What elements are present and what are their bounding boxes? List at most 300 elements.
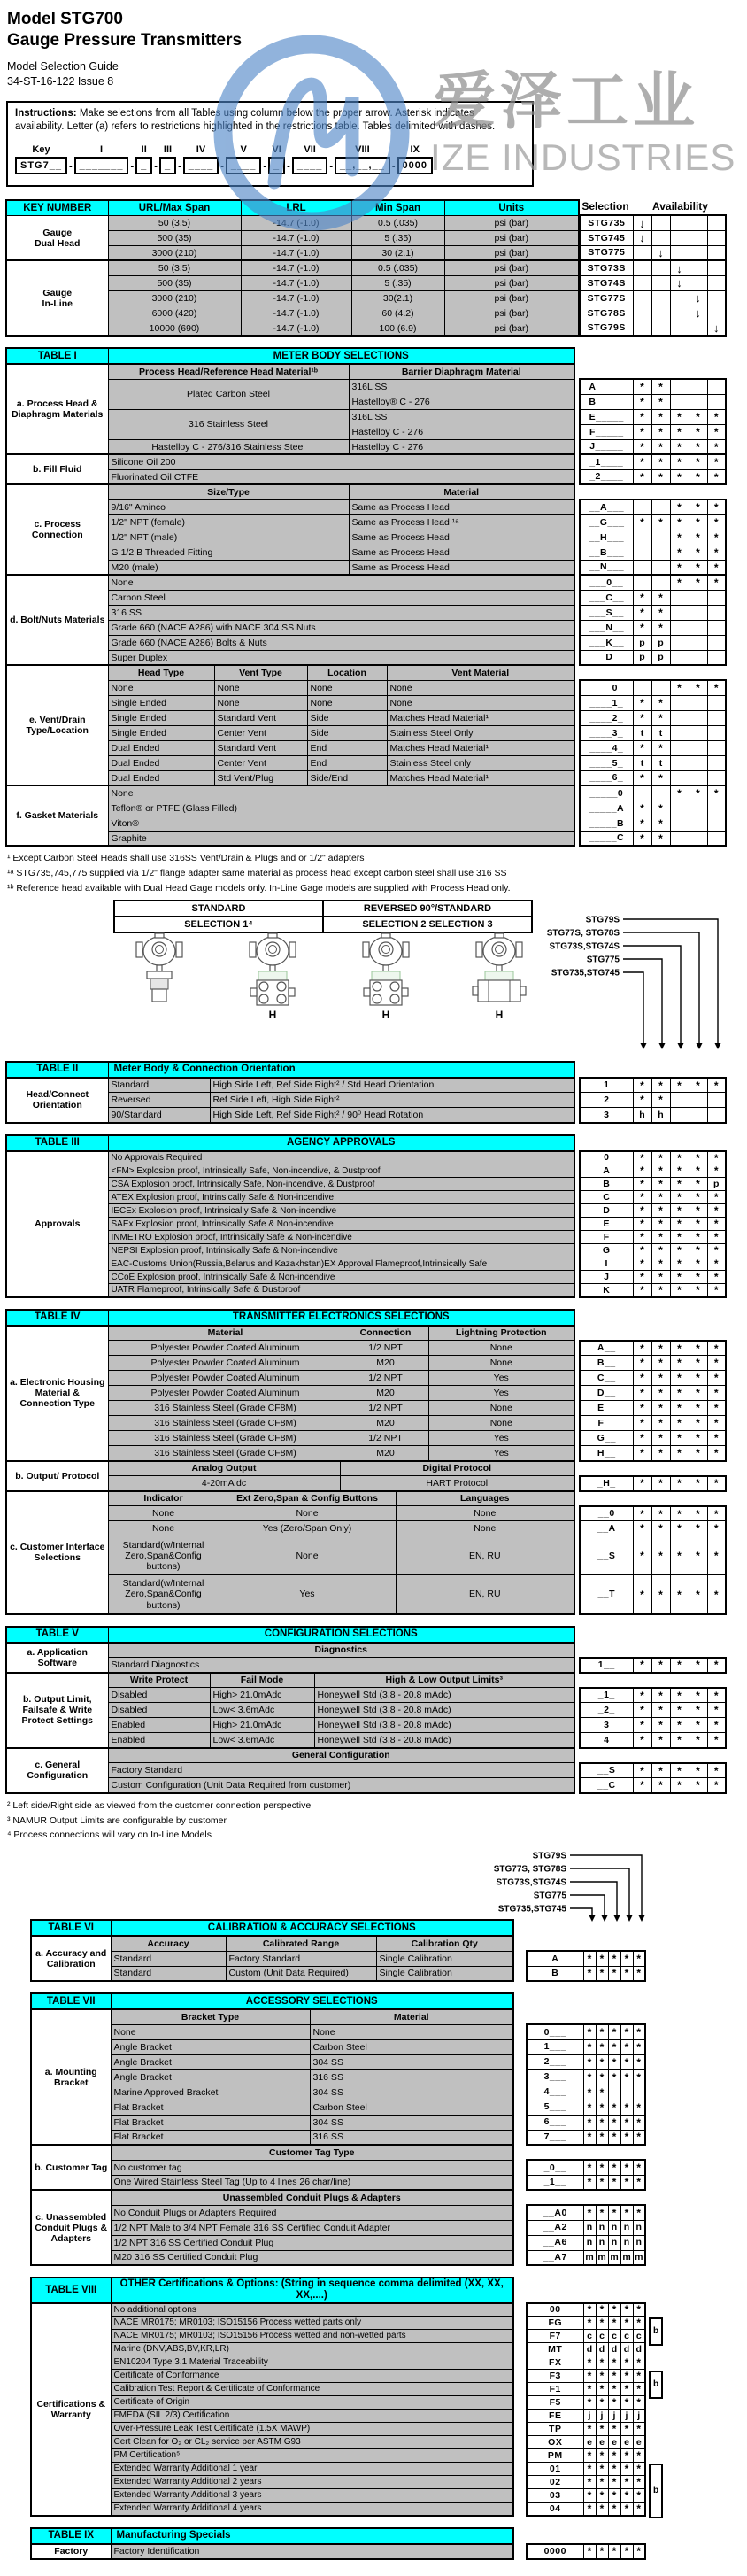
selection-availability-box: [526, 2302, 659, 2517]
availability-mark: *: [633, 2160, 645, 2175]
cell: None: [111, 2024, 310, 2039]
availability-mark: *: [689, 1231, 707, 1244]
availability-mark: *: [689, 409, 707, 424]
cell: High> 21.0mAdc: [210, 1688, 314, 1703]
availability-mark: *: [620, 2544, 633, 2559]
availability-mark: [707, 695, 726, 710]
availability-mark: *: [670, 1257, 689, 1271]
selection-code: PM: [527, 2449, 583, 2463]
section-table: [5, 1747, 575, 1794]
table-section: [0, 1747, 747, 1794]
selection-header: Selection: [581, 200, 629, 213]
cell: One Wired Stainless Steel Tag (Up to 4 lines 26 char/line): [111, 2175, 513, 2190]
availability-mark: [633, 290, 651, 306]
availability-mark: *: [608, 2054, 620, 2069]
availability-mark: *: [670, 1431, 689, 1446]
availability-mark: *: [596, 2370, 608, 2383]
column-header: LRL: [241, 200, 351, 215]
availability-mark: *: [633, 1244, 651, 1257]
availability-mark: *: [633, 2039, 645, 2054]
selection-code: G: [580, 1244, 633, 1257]
availability-mark: *: [633, 1476, 651, 1491]
selection-availability-table: [579, 453, 727, 485]
selection-code: STG74S: [580, 275, 633, 290]
selection-availability-table: [579, 679, 727, 786]
availability-mark: *: [608, 1951, 620, 1966]
availability-mark: [707, 635, 726, 650]
availability-mark: *: [633, 1703, 651, 1718]
cell: Single Calibration: [376, 1966, 513, 1981]
availability-mark: j: [596, 2410, 608, 2423]
section-label: b. Output/ Protocol: [6, 1461, 108, 1491]
availability-mark: m: [596, 2250, 608, 2265]
cell: Extended Warranty Additional 1 year: [111, 2463, 513, 2476]
diagram-header-cell: SELECTION 1⁴: [114, 917, 323, 932]
availability-mark: *: [633, 1218, 651, 1231]
table-section: [0, 664, 747, 786]
selection-availability-box: [579, 214, 727, 337]
availability-mark: *: [583, 2205, 596, 2220]
key-segment-label: Key: [32, 143, 50, 155]
watermark-en-text: IZE INDUSTRIES: [430, 136, 736, 178]
availability-mark: *: [583, 2317, 596, 2330]
table-section: [0, 1490, 747, 1615]
cell: Silicone Oil 200: [108, 454, 574, 469]
selection-availability-box: [579, 453, 727, 485]
table-ix-band: [0, 2527, 747, 2560]
cell: Standard: [111, 1966, 226, 1981]
selection-availability-table: [579, 1150, 727, 1298]
availability-mark: e: [596, 2436, 608, 2449]
availability-mark: *: [633, 1151, 651, 1164]
column-header: URL/Max Span: [108, 200, 241, 215]
availability-mark: [707, 801, 726, 816]
section-table: [5, 453, 575, 485]
cell: Hastelloy C - 276/316 Stainless Steel: [108, 439, 349, 454]
availability-mark: *: [651, 1401, 670, 1416]
availability-mark: *: [670, 1078, 689, 1093]
availability-mark: j: [608, 2410, 620, 2423]
selection-code: F5: [527, 2396, 583, 2410]
availability-mark: *: [651, 1371, 670, 1386]
availability-mark: *: [596, 2503, 608, 2516]
cell: 3000 (210): [108, 245, 241, 260]
cell: INMETRO Explosion proof, Intrinsically Safe & Non-incendive: [108, 1231, 574, 1244]
availability-mark: [707, 650, 726, 665]
selection-code: F_____: [580, 424, 633, 439]
availability-mark: *: [651, 1386, 670, 1401]
availability-mark: *: [651, 1356, 670, 1371]
cell: 1/2 NPT: [343, 1401, 428, 1416]
selection-availability-table: [579, 378, 727, 455]
availability-mark: *: [633, 1093, 651, 1108]
table-section: [0, 2543, 747, 2560]
availability-mark: *: [670, 1341, 689, 1356]
availability-mark: [707, 740, 726, 755]
availability-mark: *: [651, 1575, 670, 1614]
diagram-header-cell: REVERSED 90°/STANDARD: [323, 901, 532, 917]
availability-mark: *: [689, 1416, 707, 1431]
cell: Marine Approved Bracket: [111, 2085, 310, 2100]
table-title: Meter Body & Connection Orientation: [108, 1062, 574, 1078]
availability-mark: [670, 379, 689, 394]
section-header: Bracket Type: [111, 2009, 310, 2024]
availability-mark: *: [689, 1575, 707, 1614]
table-title: OTHER Certifications & Options: (String in sequence comma delimited (XX, XX, XX,....): [111, 2278, 513, 2302]
availability-mark: *: [620, 2383, 633, 2396]
availability-mark: h: [651, 1108, 670, 1123]
availability-mark: *: [633, 2130, 645, 2145]
availability-mark: *: [620, 2423, 633, 2436]
cell: CCoE Explosion proof, Intrinsically Safe & Non-incendive: [108, 1271, 574, 1284]
availability-mark: [689, 605, 707, 620]
cell: Flat Bracket: [111, 2100, 310, 2115]
cell: Extended Warranty Additional 3 years: [111, 2489, 513, 2503]
table-section: [0, 1935, 747, 1982]
availability-mark: *: [596, 2115, 608, 2130]
availability-mark: *: [670, 560, 689, 575]
availability-mark: *: [689, 1506, 707, 1521]
key-dash: -: [329, 161, 333, 173]
section-table: [5, 1150, 575, 1298]
availability-mark: *: [633, 2069, 645, 2085]
cell: Honeywell Std (3.8 - 20.8 mAdc): [314, 1688, 574, 1703]
availability-mark: *: [596, 2423, 608, 2436]
availability-mark: [670, 831, 689, 846]
selection-code: __0: [580, 1506, 633, 1521]
section-table: [5, 363, 575, 455]
availability-mark: *: [583, 2054, 596, 2069]
availability-mark: *: [620, 2396, 633, 2410]
selection-availability-table: [526, 2204, 646, 2266]
availability-mark: *: [633, 1733, 651, 1748]
cell: None: [428, 1341, 574, 1356]
availability-mark: n: [608, 2220, 620, 2235]
cell: No Approvals Required: [108, 1151, 574, 1164]
availability-mark: *: [670, 530, 689, 545]
availability-mark: *: [633, 620, 651, 635]
availability-mark: [689, 590, 707, 605]
section-header: General Configuration: [108, 1748, 574, 1763]
selection-availability-box: [579, 574, 727, 666]
availability-mark: ↓: [633, 230, 651, 245]
availability-mark: ↓: [689, 290, 707, 306]
availability-mark: *: [583, 2489, 596, 2503]
cell: 316 SS: [310, 2130, 513, 2145]
key-segment-label: III: [163, 143, 173, 155]
cell: Fluorinated Oil CTFE: [108, 469, 574, 484]
selection-code: K: [580, 1284, 633, 1297]
selection-code: __H___: [580, 530, 633, 545]
cell: None: [307, 680, 387, 695]
key-segment: [268, 143, 285, 175]
cell: <FM> Explosion proof, Intrinsically Safe, Non-incendive, & Dustproof: [108, 1164, 574, 1178]
cell: M20: [343, 1386, 428, 1401]
cell: 1/2 NPT: [343, 1341, 428, 1356]
availability-mark: [707, 260, 726, 275]
selection-availability-box: [579, 378, 727, 455]
product-title: Gauge Pressure Transmitters: [7, 30, 243, 50]
cell: 316 SS: [108, 605, 574, 620]
section-table: [5, 1490, 575, 1615]
section-label: Head/Connect Orientation: [6, 1078, 108, 1123]
cell: Stainless Steel Only: [387, 725, 574, 740]
availability-mark: *: [670, 1476, 689, 1491]
availability-mark: *: [620, 2463, 633, 2476]
watermark-cn-text: 爱泽工业: [434, 66, 699, 135]
availability-mark: *: [707, 1164, 726, 1178]
selection-code: _1__: [527, 2175, 583, 2190]
availability-mark: [670, 620, 689, 635]
selection-code: STG745: [580, 230, 633, 245]
model-leader-lines-2: [0, 1846, 747, 1922]
availability-mark: *: [608, 2205, 620, 2220]
availability-mark: [651, 260, 670, 275]
cell: 5 (.35): [351, 275, 444, 290]
cell: 90/Standard: [108, 1108, 210, 1123]
cell: None: [387, 695, 574, 710]
cell: Plated Carbon Steel: [108, 379, 349, 409]
cell: HART Protocol: [340, 1476, 574, 1491]
leader-label: STG77S, STG78S: [493, 1864, 566, 1875]
availability-mark: *: [689, 1733, 707, 1748]
cell: -14.7 (-1.0): [241, 321, 351, 336]
availability-mark: *: [583, 2024, 596, 2039]
availability-mark: *: [651, 1178, 670, 1191]
availability-mark: *: [689, 1703, 707, 1718]
cell: 5 (.35): [351, 230, 444, 245]
table-section: [0, 1325, 747, 1462]
cell: psi (bar): [444, 260, 579, 275]
cell: 316 Stainless Steel (Grade CF8M): [108, 1416, 343, 1431]
availability-mark: *: [583, 2175, 596, 2190]
selection-code: 01: [527, 2463, 583, 2476]
availability-mark: *: [596, 2544, 608, 2559]
availability-mark: [707, 620, 726, 635]
selection-code: ____3_: [580, 725, 633, 740]
selection-code: C__: [580, 1371, 633, 1386]
availability-mark: *: [583, 2039, 596, 2054]
availability-mark: *: [689, 545, 707, 560]
availability-mark: *: [670, 575, 689, 590]
availability-mark: *: [633, 2370, 645, 2383]
availability-mark: *: [689, 1386, 707, 1401]
table-section: [0, 363, 747, 455]
cell: psi (bar): [444, 245, 579, 260]
availability-mark: *: [633, 2396, 645, 2410]
cell: -14.7 (-1.0): [241, 230, 351, 245]
availability-mark: *: [651, 1446, 670, 1461]
cell: Extended Warranty Additional 2 years: [111, 2476, 513, 2489]
cell: Standard Diagnostics: [108, 1658, 574, 1673]
table-label: TABLE II: [6, 1062, 108, 1078]
cell: M20: [343, 1416, 428, 1431]
availability-mark: *: [633, 2383, 645, 2396]
availability-mark: *: [633, 710, 651, 725]
availability-mark: *: [651, 1521, 670, 1536]
cell: Carbon Steel: [310, 2100, 513, 2115]
selection-code: STG775: [580, 245, 633, 260]
cell: 1/2" NPT (female): [108, 514, 349, 530]
availability-mark: *: [670, 1204, 689, 1218]
availability-mark: *: [689, 1718, 707, 1733]
availability-mark: *: [633, 695, 651, 710]
availability-mark: *: [707, 409, 726, 424]
availability-mark: *: [707, 1521, 726, 1536]
cell: Enabled: [108, 1718, 210, 1733]
availability-mark: *: [583, 2303, 596, 2317]
availability-mark: *: [633, 770, 651, 785]
availability-mark: c: [620, 2330, 633, 2343]
availability-mark: *: [689, 1204, 707, 1218]
availability-mark: *: [689, 1218, 707, 1231]
availability-mark: p: [633, 650, 651, 665]
availability-mark: h: [633, 1108, 651, 1123]
page: [0, 9, 747, 2560]
selection-code: G__: [580, 1431, 633, 1446]
selection-code: 3: [580, 1108, 633, 1123]
cell: Std Vent/Plug: [214, 770, 307, 785]
cell: 304 SS: [310, 2085, 513, 2100]
cell: UATR Flameproof, Intrinsically Safe & Dustproof: [108, 1284, 574, 1297]
availability-mark: *: [651, 1191, 670, 1204]
availability-mark: *: [707, 514, 726, 530]
selection-code: _____0: [580, 785, 633, 801]
cell: -14.7 (-1.0): [241, 215, 351, 230]
availability-mark: *: [689, 514, 707, 530]
key-dash: -: [130, 161, 135, 173]
leader-label: STG735,STG745: [551, 968, 620, 979]
table-iv-title-row: [5, 1309, 575, 1327]
selection-code: J: [580, 1271, 633, 1284]
table-title: CONFIGURATION SELECTIONS: [108, 1627, 574, 1643]
availability-mark: *: [596, 2463, 608, 2476]
cell: Grade 660 (NACE A286) Bolts & Nuts: [108, 635, 574, 650]
availability-mark: *: [633, 2463, 645, 2476]
table-section: [0, 574, 747, 666]
cell: No additional options: [111, 2303, 513, 2317]
table-label: TABLE I: [6, 348, 108, 364]
selection-code: __A0: [527, 2205, 583, 2220]
cell: 1/2" NPT (male): [108, 530, 349, 545]
cell: Yes: [428, 1371, 574, 1386]
cell: Side/End: [307, 770, 387, 785]
selection-code: ____5_: [580, 755, 633, 770]
cell: None: [428, 1356, 574, 1371]
availability-mark: j: [633, 2410, 645, 2423]
availability-mark: *: [651, 1506, 670, 1521]
table-label: TABLE V: [6, 1627, 108, 1643]
availability-mark: [633, 321, 651, 336]
cell: -14.7 (-1.0): [241, 275, 351, 290]
availability-mark: *: [707, 1218, 726, 1231]
section-header: Connection: [343, 1326, 428, 1341]
selection-availability-table: [579, 574, 727, 666]
availability-mark: *: [670, 1244, 689, 1257]
selection-availability-box: [579, 1077, 727, 1124]
key-segment-box: ____: [292, 157, 327, 174]
cell: Yes: [219, 1575, 396, 1614]
cell: 4-20mA dc: [108, 1476, 340, 1491]
availability-mark: *: [596, 2160, 608, 2175]
availability-mark: *: [633, 831, 651, 846]
availability-mark: [689, 650, 707, 665]
availability-mark: [633, 499, 651, 514]
availability-mark: n: [620, 2220, 633, 2235]
availability-mark: [689, 620, 707, 635]
selection-code: ___N__: [580, 620, 633, 635]
cell: 316 Stainless Steel (Grade CF8M): [108, 1401, 343, 1416]
cell: Factory Standard: [226, 1951, 376, 1966]
availability-mark: e: [633, 2436, 645, 2449]
availability-mark: [633, 245, 651, 260]
availability-mark: [651, 290, 670, 306]
availability-mark: *: [608, 2115, 620, 2130]
section-label: Certifications & Warranty: [31, 2303, 111, 2516]
cell: Flat Bracket: [111, 2130, 310, 2145]
cell: None: [219, 1536, 396, 1575]
availability-mark: *: [707, 1386, 726, 1401]
selection-availability-table: [579, 1762, 727, 1794]
selection-code: __S: [580, 1536, 633, 1575]
model-leader-lines: [0, 912, 747, 1055]
availability-mark: *: [633, 1506, 651, 1521]
selection-code: 0___: [527, 2024, 583, 2039]
availability-mark: *: [707, 1703, 726, 1718]
availability-mark: *: [608, 2423, 620, 2436]
selection-code: 00: [527, 2303, 583, 2317]
cell: 3000 (210): [108, 290, 241, 306]
cell: psi (bar): [444, 290, 579, 306]
section-header: Ext Zero,Span & Config Buttons: [219, 1491, 396, 1506]
selection-availability-table: [526, 2023, 646, 2146]
availability-mark: *: [707, 1257, 726, 1271]
section-header: Languages: [396, 1491, 574, 1506]
cell: Ref Side Left, High Side Right²: [210, 1093, 574, 1108]
availability-mark: *: [689, 439, 707, 454]
section-table: [30, 2008, 514, 2146]
key-number-table-band: [0, 199, 747, 337]
cell: 6000 (420): [108, 306, 241, 321]
availability-mark: *: [608, 2356, 620, 2370]
selection-code: __N___: [580, 560, 633, 575]
availability-mark: [689, 635, 707, 650]
selection-code: A_____: [580, 379, 633, 394]
availability-mark: *: [633, 2205, 645, 2220]
selection-code: 4___: [527, 2085, 583, 2100]
availability-mark: *: [670, 1371, 689, 1386]
availability-mark: *: [633, 1231, 651, 1244]
table-title: METER BODY SELECTIONS: [108, 348, 574, 364]
cell: Same as Process Head ¹ᵃ: [349, 514, 574, 530]
cell: Flat Bracket: [111, 2115, 310, 2130]
table-viii-band: [0, 2277, 747, 2516]
cell: 1/2 NPT Male to 3/4 NPT Female 316 SS Certified Conduit Adapter: [111, 2220, 513, 2235]
section-header: Lightning Protection: [428, 1326, 574, 1341]
key-segment-label: V: [240, 143, 247, 155]
availability-mark: *: [707, 1284, 726, 1297]
availability-mark: [670, 650, 689, 665]
availability-mark: *: [633, 1416, 651, 1431]
cell: Enabled: [108, 1733, 210, 1748]
section-table: [5, 1460, 575, 1492]
cell: 50 (3.5): [108, 215, 241, 230]
availability-mark: *: [633, 1575, 651, 1614]
cell: Honeywell Std (3.8 - 20.8 mAdc): [314, 1718, 574, 1733]
availability-mark: *: [707, 1371, 726, 1386]
availability-mark: *: [620, 2175, 633, 2190]
row-group-label: Gauge In-Line: [6, 260, 108, 336]
